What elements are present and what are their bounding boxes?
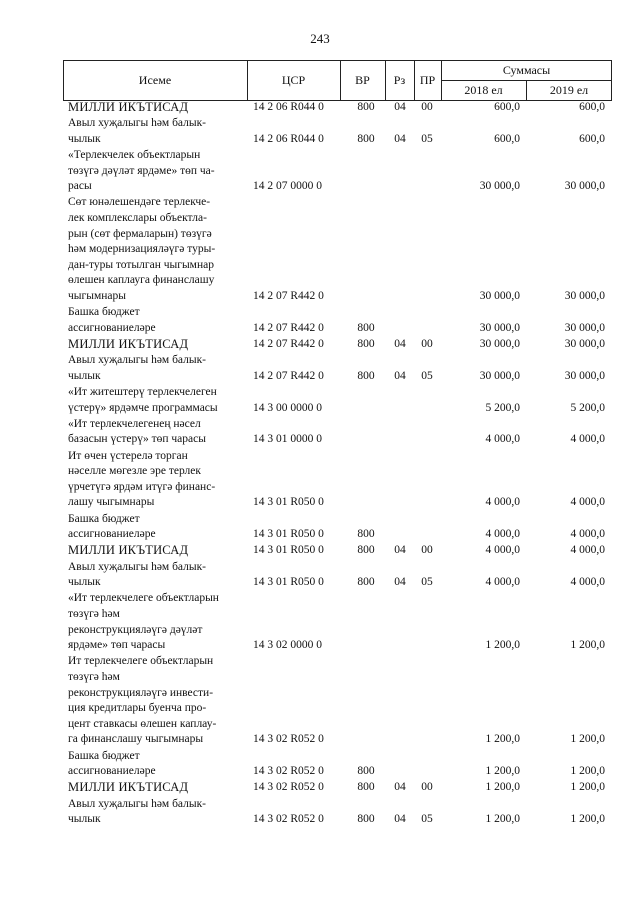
row-sum-2019: 600,0 bbox=[579, 132, 605, 145]
row-sum-2018: 600,0 bbox=[494, 132, 520, 145]
row-csr: 14 2 06 R044 0 bbox=[253, 101, 324, 113]
row-rz: 04 bbox=[394, 132, 406, 145]
table-row bbox=[0, 591, 640, 653]
table-row bbox=[0, 780, 640, 796]
row-sum-2018: 30 000,0 bbox=[479, 338, 520, 350]
row-sum-2018: 1 200,0 bbox=[485, 781, 520, 794]
table-row bbox=[0, 449, 640, 511]
row-rz: 04 bbox=[394, 369, 406, 382]
row-name: Башка бюджет ассигнованиеләре bbox=[68, 749, 156, 778]
table-row bbox=[0, 385, 640, 416]
table-row bbox=[0, 337, 640, 353]
row-sum-2018: 4 000,0 bbox=[485, 496, 520, 509]
table-row bbox=[0, 100, 640, 116]
row-name: «Терлекчелек объектларын төзүгә дәүләт ярдәме» төп ча- расы bbox=[68, 149, 215, 193]
header-rz: Рз bbox=[393, 72, 406, 87]
table-row bbox=[0, 353, 640, 384]
row-csr: 14 2 06 R044 0 bbox=[253, 132, 324, 145]
row-vr: 800 bbox=[357, 528, 375, 541]
row-sum-2019: 30 000,0 bbox=[564, 321, 605, 334]
row-name: МИЛЛИ ИКЪТИСАД bbox=[68, 100, 189, 114]
table-header bbox=[63, 60, 612, 100]
table-row bbox=[0, 654, 640, 748]
row-sum-2019: 4 000,0 bbox=[570, 576, 605, 589]
table-row bbox=[0, 797, 640, 828]
row-csr: 14 3 02 R052 0 bbox=[253, 765, 324, 778]
row-sum-2018: 4 000,0 bbox=[485, 544, 520, 557]
row-csr: 14 2 07 R442 0 bbox=[253, 289, 324, 302]
row-csr: 14 3 01 0000 0 bbox=[253, 433, 322, 446]
row-sum-2019: 4 000,0 bbox=[570, 528, 605, 541]
header-2019: 2019 ел bbox=[549, 82, 589, 97]
row-sum-2019: 30 000,0 bbox=[564, 369, 605, 382]
row-sum-2019: 1 200,0 bbox=[570, 733, 605, 746]
row-name: Авыл хуҗалыгы һәм балык- чылык bbox=[68, 117, 207, 145]
row-csr: 14 2 07 0000 0 bbox=[253, 180, 322, 193]
row-name: МИЛЛИ ИКЪТИСАД bbox=[68, 780, 189, 795]
row-sum-2018: 4 000,0 bbox=[485, 433, 520, 446]
row-sum-2018: 4 000,0 bbox=[485, 576, 520, 589]
table-row bbox=[0, 116, 640, 147]
header-csr: ЦСР bbox=[281, 72, 306, 87]
row-sum-2018: 30 000,0 bbox=[479, 369, 520, 382]
row-sum-2018: 30 000,0 bbox=[479, 180, 520, 193]
table-row bbox=[0, 543, 640, 559]
row-vr: 800 bbox=[357, 132, 375, 145]
row-csr: 14 3 01 R050 0 bbox=[253, 496, 324, 509]
row-name: МИЛЛИ ИКЪТИСАД bbox=[68, 337, 189, 351]
row-name: Башка бюджет ассигнованиеләре bbox=[68, 512, 156, 541]
row-name: «Ит терлекчелеге объектларын төзүгә һәм реконструкцияләүгә дәүләт ярдәме» төп чарасы bbox=[68, 592, 219, 652]
row-sum-2018: 30 000,0 bbox=[479, 289, 520, 302]
row-vr: 800 bbox=[357, 101, 375, 113]
header-pr: ПР bbox=[419, 72, 436, 87]
row-name: «Ит терлекчелегенең нәсел базасын үстерү» төп чарасы bbox=[68, 417, 206, 446]
row-sum-2019: 1 200,0 bbox=[570, 781, 605, 794]
row-sum-2019: 30 000,0 bbox=[564, 289, 605, 302]
row-name: Сөт юнәлешендәге терлекче- лек комплекслары объектла- рын (сөт фермаларын) төзүгә һәм модернизацияләүгә туры- дан-туры тотылган чыгымнар өлешен каплауга финанслашу чыгымнары bbox=[68, 196, 216, 302]
row-csr: 14 3 02 R052 0 bbox=[253, 813, 324, 826]
row-sum-2019: 600,0 bbox=[579, 101, 605, 113]
row-sum-2019: 1 200,0 bbox=[570, 639, 605, 652]
row-rz: 04 bbox=[394, 101, 406, 113]
row-pr: 05 bbox=[421, 813, 433, 826]
table-row bbox=[0, 148, 640, 195]
row-sum-2019: 30 000,0 bbox=[564, 338, 605, 350]
row-pr: 00 bbox=[421, 544, 433, 557]
table-row bbox=[0, 512, 640, 543]
row-pr: 05 bbox=[421, 576, 433, 589]
row-name: «Ит житештерү терлекчелеген үстерү» ярдәмче программасы bbox=[68, 386, 218, 414]
row-csr: 14 3 01 R050 0 bbox=[253, 544, 324, 557]
row-csr: 14 3 01 R050 0 bbox=[253, 528, 324, 541]
row-csr: 14 2 07 R442 0 bbox=[253, 321, 324, 334]
row-sum-2018: 1 200,0 bbox=[485, 733, 520, 746]
table-row bbox=[0, 195, 640, 304]
row-pr: 00 bbox=[421, 338, 433, 350]
row-rz: 04 bbox=[394, 576, 406, 589]
header-vr: ВР bbox=[355, 72, 370, 87]
table-row bbox=[0, 305, 640, 336]
row-name: Авыл хуҗалыгы һәм балык- чылык bbox=[68, 354, 207, 382]
header-sums: Суммасы bbox=[502, 62, 551, 77]
row-vr: 800 bbox=[357, 765, 375, 778]
row-name: Ит өчен үстерелә торган нәселле мөгезле эре терлек үрчетүгә ярдәм итүгә финанс- лашу чыгымнары bbox=[68, 449, 216, 509]
row-sum-2019: 1 200,0 bbox=[570, 813, 605, 826]
page-number: 243 bbox=[310, 31, 330, 46]
row-vr: 800 bbox=[357, 813, 375, 826]
row-sum-2018: 1 200,0 bbox=[485, 639, 520, 652]
row-sum-2019: 30 000,0 bbox=[564, 180, 605, 193]
row-vr: 800 bbox=[357, 369, 375, 382]
row-vr: 800 bbox=[357, 781, 375, 794]
table-row bbox=[0, 417, 640, 448]
row-csr: 14 3 02 R052 0 bbox=[253, 781, 324, 794]
header-2018: 2018 ел bbox=[464, 82, 503, 97]
row-pr: 00 bbox=[421, 101, 433, 113]
table-row bbox=[0, 560, 640, 591]
row-sum-2018: 600,0 bbox=[494, 101, 520, 113]
row-csr: 14 3 02 R052 0 bbox=[253, 733, 324, 746]
row-csr: 14 2 07 R442 0 bbox=[253, 338, 324, 350]
row-sum-2018: 1 200,0 bbox=[485, 765, 520, 778]
row-rz: 04 bbox=[394, 781, 406, 794]
row-rz: 04 bbox=[394, 544, 406, 557]
row-vr: 800 bbox=[357, 544, 375, 557]
row-pr: 00 bbox=[421, 781, 433, 794]
row-name: Башка бюджет ассигнованиеләре bbox=[68, 306, 156, 334]
row-pr: 05 bbox=[421, 369, 433, 382]
row-sum-2018: 5 200,0 bbox=[485, 401, 520, 414]
row-sum-2019: 5 200,0 bbox=[570, 401, 605, 414]
row-rz: 04 bbox=[394, 813, 406, 826]
row-name: МИЛЛИ ИКЪТИСАД bbox=[68, 543, 189, 558]
row-sum-2018: 30 000,0 bbox=[479, 321, 520, 334]
row-name: Авыл хуҗалыгы һәм балык- чылык bbox=[68, 797, 207, 826]
row-sum-2018: 4 000,0 bbox=[485, 528, 520, 541]
row-vr: 800 bbox=[357, 338, 375, 350]
row-csr: 14 3 02 0000 0 bbox=[253, 639, 322, 652]
row-sum-2019: 1 200,0 bbox=[570, 765, 605, 778]
row-name: Ит терлекчелеге объектларын төзүгә һәм реконструкцияләүгә инвести- ция кредитлары буенча про- цент ставкасы өлешен каплау- га финанслашу чыгымнары bbox=[68, 655, 217, 746]
row-rz: 04 bbox=[394, 338, 406, 350]
row-sum-2018: 1 200,0 bbox=[485, 813, 520, 826]
row-csr: 14 2 07 R442 0 bbox=[253, 369, 324, 382]
row-pr: 05 bbox=[421, 132, 433, 145]
row-csr: 14 3 00 0000 0 bbox=[253, 401, 322, 414]
row-sum-2019: 4 000,0 bbox=[570, 496, 605, 509]
table-row bbox=[0, 749, 640, 780]
row-csr: 14 3 01 R050 0 bbox=[253, 576, 324, 589]
header-name: Исеме bbox=[138, 72, 172, 87]
row-name: Авыл хуҗалыгы һәм балык- чылык bbox=[68, 560, 207, 589]
row-sum-2019: 4 000,0 bbox=[570, 544, 605, 557]
row-vr: 800 bbox=[357, 576, 375, 589]
row-sum-2019: 4 000,0 bbox=[570, 433, 605, 446]
row-vr: 800 bbox=[357, 321, 375, 334]
